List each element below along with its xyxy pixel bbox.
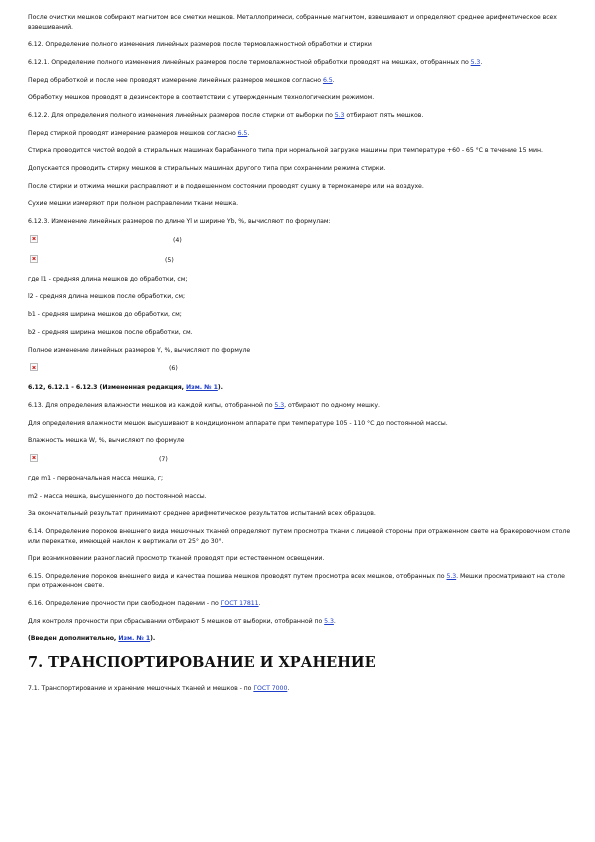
text: (Введен дополнительно, bbox=[28, 635, 119, 643]
link-gost-17811[interactable]: ГОСТ 17811 bbox=[220, 600, 259, 608]
link-6-5[interactable]: 6.5 bbox=[322, 76, 333, 84]
formula-number: (6) bbox=[169, 365, 178, 373]
paragraph-b1: b1 - средняя ширина мешков до обработки, см; bbox=[28, 311, 182, 319]
link-5-3[interactable]: 5.3 bbox=[334, 111, 345, 119]
link-amendment-1[interactable]: Изм. № 1 bbox=[118, 635, 151, 643]
formula-6 bbox=[28, 363, 577, 378]
text: Перед стиркой проводят измерение размеров мешков согласно bbox=[28, 129, 238, 137]
section-7-heading: 7. ТРАНСПОРТИРОВАНИЕ И ХРАНЕНИЕ bbox=[28, 653, 376, 671]
text: ). bbox=[217, 384, 223, 392]
paragraph-total-change: Полное изменение линейных размеров Y, %, вычисляют по формуле bbox=[28, 346, 251, 354]
paragraph-6-15 bbox=[28, 572, 577, 591]
paragraph-other-machines: Допускается проводить стирку мешков в стиральных машинах другого типа при сохранении режима стирки. bbox=[28, 165, 386, 172]
formula-number: (7) bbox=[159, 455, 168, 463]
text: Перед обработкой и после нее проводят измерение линейных размеров мешков согласно bbox=[28, 76, 323, 84]
link-amendment-1[interactable]: Изм. № 1 bbox=[186, 384, 218, 392]
text: . bbox=[333, 617, 336, 625]
link-gost-7000[interactable]: ГОСТ 7000 bbox=[253, 684, 288, 692]
paragraph-natural-light: При возникновении разногласий просмотр тканей проводят при естественном освещении. bbox=[28, 555, 325, 563]
text: 7.1. Транспортирование и хранение мешочных тканей и мешков - по bbox=[28, 684, 254, 692]
paragraph-washing: Стирка проводится чистой водой в стиральных машинах барабанного типа при нормальной загрузке машины при температуре +60 - 65 °С в течение 15 мин. bbox=[28, 147, 543, 155]
text: Для контроля прочности при сбрасывании отбирают 5 мешков от выборки, отобранной по bbox=[28, 617, 325, 625]
text: . bbox=[258, 600, 261, 608]
paragraph-disinsector: Обработку мешков проводят в дезинсекторе в соответствии с утвержденным технологическим режимом. bbox=[28, 94, 375, 102]
link-5-3[interactable]: 5.3 bbox=[470, 58, 481, 66]
text: . bbox=[480, 58, 483, 66]
section-6-12-title: 6.12. Определение полного изменения линейных размеров после термовлажностной обработки и стирки bbox=[28, 41, 372, 49]
paragraph-measure-before bbox=[28, 76, 577, 86]
formula-4 bbox=[28, 235, 577, 250]
paragraph-b2: b2 - средняя ширина мешков после обработки, см. bbox=[28, 328, 193, 336]
broken-image-icon bbox=[30, 235, 38, 243]
paragraph-drying-humidity: Для определения влажности мешок высушивают в кондиционном аппарате при температуре 105 - 110 °С до постоянной массы. bbox=[28, 419, 448, 427]
paragraph-dry-measure: Сухие мешки измеряют при полном расправлении ткани мешка. bbox=[28, 200, 239, 208]
link-5-3[interactable]: 5.3 bbox=[446, 572, 457, 580]
text: . bbox=[287, 684, 290, 692]
paragraph-6-14: 6.14. Определение пороков внешнего вида мешочных тканей определяют путем просмотра ткани с лицевой стороны при отраженном свете на бракеровочном столе или перекатке, имеющей наклон к вертикали от 25° до 30°. bbox=[28, 528, 571, 545]
broken-image-icon bbox=[30, 454, 38, 462]
paragraph-6-12-1 bbox=[28, 58, 577, 68]
paragraph-amendment-6-12 bbox=[28, 383, 577, 393]
paragraph-m1: где m1 - первоначальная масса мешка, г; bbox=[28, 474, 164, 482]
text: 6.12, 6.12.1 - 6.12.3 (Измененная редакция, bbox=[28, 384, 187, 392]
broken-image-icon bbox=[30, 363, 38, 371]
paragraph-humidity-formula: Влажность мешка W, %, вычисляют по формуле bbox=[28, 437, 185, 445]
paragraph-7-1 bbox=[28, 684, 577, 694]
text: 6.13. Для определения влажности мешков из каждой кипы, отобранной по bbox=[28, 401, 275, 409]
paragraph-6-12-2 bbox=[28, 111, 577, 121]
text: . bbox=[247, 129, 250, 137]
paragraph-6-12-3: 6.12.3. Изменение линейных размеров по длине Yl и ширине Yb, %, вычисляют по формулам: bbox=[28, 218, 331, 226]
text: . bbox=[332, 76, 335, 84]
formula-7 bbox=[28, 454, 577, 469]
link-6-5[interactable]: 6.5 bbox=[237, 129, 248, 137]
paragraph-drop-control bbox=[28, 617, 577, 627]
formula-5 bbox=[28, 255, 577, 270]
link-5-3[interactable]: 5.3 bbox=[274, 401, 285, 409]
text: . Мешки просматривают на столе при отраженном свете. bbox=[28, 572, 565, 590]
paragraph-introduced-additionally bbox=[28, 634, 577, 644]
paragraph-final-result: За окончательный результат принимают среднее арифметическое результатов испытаний всех образцов. bbox=[28, 510, 376, 518]
paragraph-6-13 bbox=[28, 401, 577, 411]
paragraph-where-l1: где l1 - средняя длина мешков до обработки, см; bbox=[28, 275, 188, 283]
broken-image-icon bbox=[30, 255, 38, 263]
paragraph-drying: После стирки и отжима мешки расправляют и в подвешенном состоянии проводят сушку в термокамере или на воздухе. bbox=[28, 182, 424, 190]
paragraph-m2: m2 - масса мешка, высушенного до постоянной массы. bbox=[28, 492, 207, 500]
text: 6.12.1. Определение полного изменения линейных размеров после термовлажностной обработки проводят на мешках, отобранных по bbox=[28, 58, 471, 66]
formula-number: (4) bbox=[173, 236, 182, 244]
text: 6.15. Определение пороков внешнего вида и качества пошива мешков проводят путем просмотра всех мешков, отобранных по bbox=[28, 572, 447, 580]
text: 6.12.2. Для определения полного изменения линейных размеров после стирки от выборки по bbox=[28, 111, 335, 119]
paragraph-l2: l2 - средняя длина мешков после обработки, см; bbox=[28, 293, 186, 301]
formula-number: (5) bbox=[165, 256, 174, 264]
paragraph-metal-cleaning: После очистки мешков собирают магнитом все сметки мешков. Металлопримеси, собранные магнитом, взвешивают и определяют среднее арифметическое всех взвешиваний. bbox=[28, 14, 557, 31]
text: , отбирают по одному мешку. bbox=[284, 401, 380, 409]
text: ). bbox=[150, 635, 156, 643]
text: отбирают пять мешков. bbox=[344, 111, 424, 119]
paragraph-measure-before-wash bbox=[28, 129, 577, 139]
text: 6.16. Определение прочности при свободном падении - по bbox=[28, 600, 221, 608]
paragraph-6-16 bbox=[28, 599, 577, 609]
link-5-3[interactable]: 5.3 bbox=[324, 617, 334, 625]
